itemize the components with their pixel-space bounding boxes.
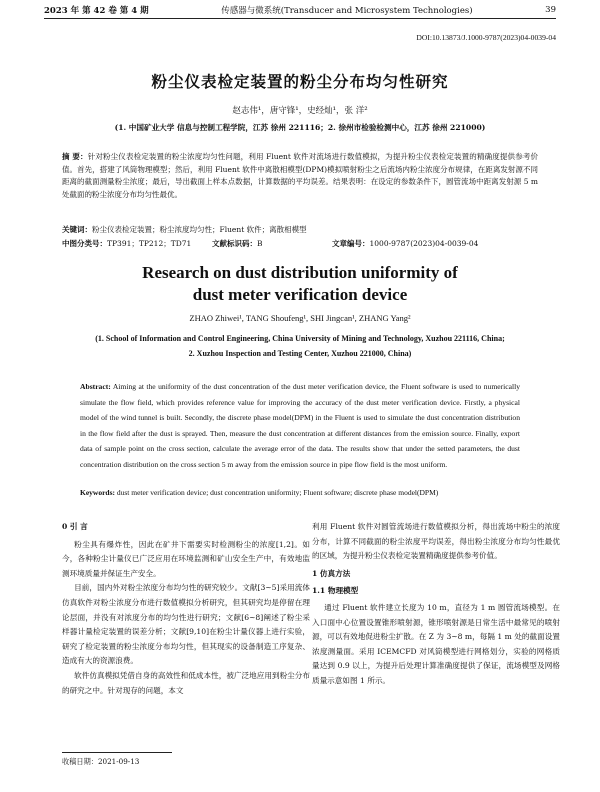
section-0-paragraph-3-continued: 利用 Fluent 软件对圆管流场进行数值模拟分析，得出流场中粉尘的浓度分布，计算不同截面的粉尘浓度平均误差，得出粉尘浓度分布均匀性最优的区域，为提升粉尘仪表检定装置精确度提供参考价值。	[312, 522, 560, 561]
english-keywords-text: dust meter verification device; dust concentration uniformity; Fluent software; discrete phase model(DPM)	[116, 488, 439, 497]
doi: DOI:10.13873/J.1000-9787(2023)04-0039-04	[416, 33, 556, 42]
chinese-keywords-text: 粉尘仪表检定装置；粉尘浓度均匀性；Fluent 软件；离散相模型	[92, 225, 307, 234]
section-1-1-paragraph-1: 通过 Fluent 软件建立长度为 10 m，直径为 1 m 圆管流场模型。在入口面中心位置设置锥形喷射源，锥形喷射源是日常生活中最常见的喷射源，可以有效地促进粉尘扩散。在 Z 为 3~8 m，每隔 1 m 处的截面设置浓度测量面。采用 ICEMCFD 对风筒模型进行网格划分，实验的网格质量达到 0.9 以上，为提升后处理计算准确度提供了保证，流场模型及网格质量示意如图 1 所示。	[312, 602, 560, 685]
clc-label: 中图分类号：	[62, 239, 107, 248]
chinese-abstract-text: 针对粉尘仪表检定装置的粉尘浓度均匀性问题，利用 Fluent 软件对流场进行数值模拟，为提升粉尘仪表检定装置的精确度提供参考价值。首先，搭建了风筒物理模型；然后，利用 Fluent 软件中离散相模型(DPM)模拟喷射粉尘之后流场内粉尘浓度分布规律，在距离发射源不同距离的截面测量粉尘浓度；最后，导出截面上样本点数据，计算数据的平均误差。结果表明：在设定的参数条件下，圆管流场中距离发射源 5 m 处截面的粉尘浓度分布均匀性最优。	[62, 152, 538, 199]
english-title	[0, 262, 600, 306]
footnote-rule	[62, 752, 172, 753]
clc-value: TP391；TP212；TD71	[107, 239, 192, 248]
doc-code-value: B	[257, 239, 263, 248]
section-0-paragraph-3: 软件仿真模拟凭借自身的高效性和低成本性，被广泛地应用到粉尘分布的研究之中。针对现存的问题，本文	[62, 670, 310, 695]
article-no-value: 1000-9787(2023)04-0039-04	[369, 239, 479, 248]
english-affiliation-line-2: 2. Xuzhou Inspection and Testing Center, Xuzhou 221000, China)	[188, 349, 412, 358]
english-authors: ZHAO Zhiwei¹, TANG Shoufeng¹, SHI Jingcan¹, ZHANG Yang²	[189, 313, 411, 323]
body-column-right	[312, 520, 560, 689]
header-page-number: 39	[545, 5, 556, 15]
section-0-paragraph-2: 目前，国内外对粉尘浓度分布均匀性的研究较少。文献[3~5]采用流体仿真软件对粉尘浓度分布进行数值模拟分析研究，但其研究均是停留在理论层面，并没有对浓度分布的均匀性进行研究；文献[6~8]阐述了粉尘采样器计量检定装置的误差分析；文献[9,10]在粉尘计量仪器上进行实验，研究了检定装置的粉尘浓度分布均匀性，但其现实的设备制造工序复杂、造成有大的资源浪费。	[62, 583, 310, 666]
chinese-title: 粉尘仪表检定装置的粉尘分布均匀性研究	[151, 73, 449, 91]
english-abstract-label: Abstract:	[80, 382, 111, 391]
section-1-1-heading: 1.1 物理模型	[312, 586, 359, 596]
received-date-footnote: 收稿日期：2021-09-13	[62, 757, 140, 766]
chinese-authors: 赵志伟¹，唐守锋¹，史经灿¹，张 洋²	[232, 106, 368, 116]
english-title-line-2: dust meter verification device	[192, 285, 408, 304]
english-title-line-1: Research on dust distribution uniformity of	[142, 263, 458, 282]
english-keywords-label: Keywords:	[80, 488, 115, 497]
chinese-abstract-label: 摘 要：	[62, 152, 88, 161]
body-column-left	[62, 520, 310, 698]
doc-code-label: 文献标识码：	[212, 239, 257, 248]
chinese-keywords	[62, 224, 538, 235]
chinese-abstract	[62, 151, 538, 201]
classification-line	[62, 238, 538, 249]
section-0-heading: 0 引 言	[62, 522, 88, 531]
header-rule	[44, 18, 556, 19]
section-1-heading: 1 仿真方法	[312, 568, 351, 578]
english-abstract-text: Aiming at the uniformity of the dust concentration of the dust meter verification device, the Fluent software is used to numerically simulate the flow field, which provides reference value for improving the accuracy of the dust meter verification device. Firstly, a physical model of the wind tunnel is built. Secondly, the discrete phase model(DPM) in the Fluent is used to simulate the dust concentration distribution in the flow field after the dust is sprayed. Then, measure the dust concentration at different distances from the emission source. Finally, export data of sample point on the cross section, calculate the average error of the data. The results show that under the setted parameters, the dust concentration distribution on the cross section 5 m away from the emission source in pipe flow field is the most uniform.	[80, 382, 520, 469]
running-header	[44, 3, 556, 17]
english-keywords	[80, 488, 530, 497]
chinese-keywords-label: 关键词：	[62, 225, 92, 234]
english-abstract	[80, 379, 520, 472]
article-no-label: 文章编号：	[332, 239, 370, 248]
chinese-affiliation: (1. 中国矿业大学 信息与控制工程学院，江苏 徐州 221116；2. 徐州市检验检测中心，江苏 徐州 221000)	[114, 123, 486, 132]
section-0-paragraph-1: 粉尘具有爆炸性，因此在矿井下需要实时检测粉尘的浓度[1,2]。如今，各种粉尘计量仪已广泛应用在环境监测和矿山安全生产中，有效地监测环境质量并保证生产安全。	[62, 539, 310, 578]
header-volume: 2023 年 第 42 卷 第 4 期	[44, 6, 149, 16]
header-journal: 传感器与微系统(Transducer and Microsystem Technologies)	[221, 6, 473, 16]
english-affiliation-line-1: (1. School of Information and Control Engineering, China University of Mining and Technology, Xuzhou 221116, China;	[95, 334, 505, 343]
english-affiliation	[40, 331, 560, 361]
